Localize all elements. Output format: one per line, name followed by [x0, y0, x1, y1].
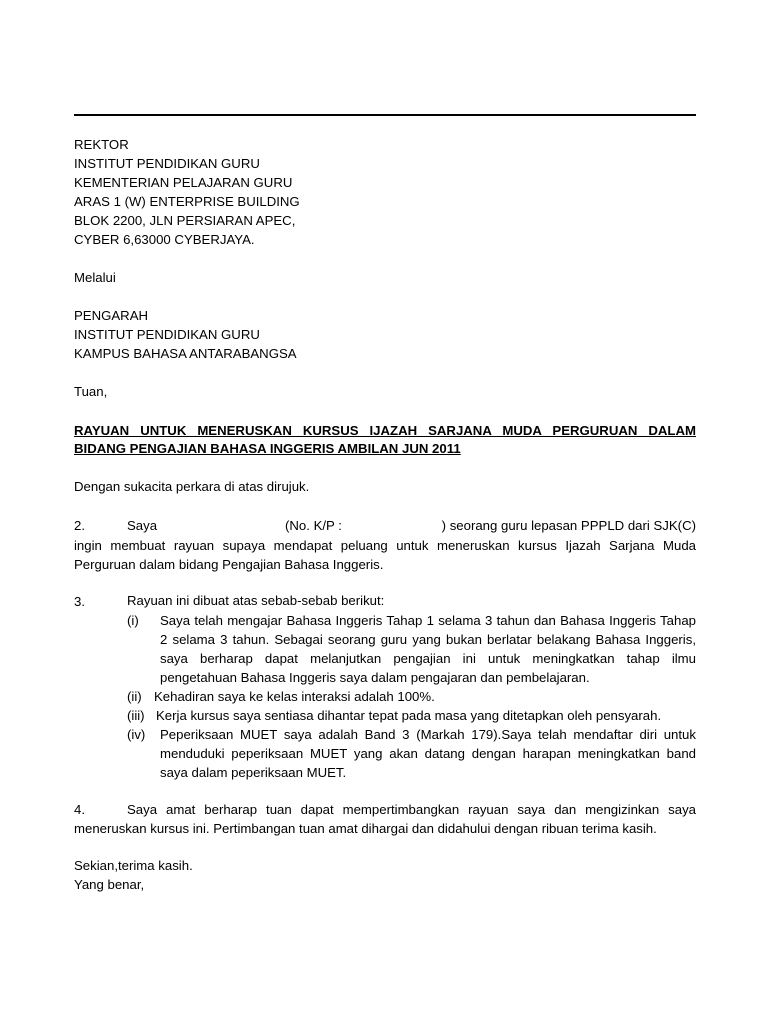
list-item [127, 687, 696, 706]
address2-line-institute: INSTITUT PENDIDIKAN GURU [74, 327, 260, 342]
list-item [127, 611, 696, 687]
subject-line-1: RAYUAN UNTUK MENERUSKAN KURSUS IJAZAH SARJANA MUDA PERGURUAN DALAM [74, 423, 696, 438]
address-line-rektor: REKTOR [74, 137, 129, 152]
list-item-text: Peperiksaan MUET saya adalah Band 3 (Markah 179).Saya telah mendaftar diri untuk menduduki peperiksaan MUET yang akan datang dengan harapan meningkatkan band saya dalam peperiksaan MUET. [160, 727, 696, 780]
address-line-ministry: KEMENTERIAN PELAJARAN GURU [74, 175, 293, 190]
list-item-text: Kerja kursus saya sentiasa dihantar tepat pada masa yang ditetapkan oleh pensyarah. [156, 708, 662, 723]
paragraph-4-number: 4. [74, 802, 85, 817]
paragraph-4-body: Saya amat berharap tuan dapat mempertimbangkan rayuan saya dan mengizinkan saya meneruskan kursus ini. Pertimbangan tuan amat dihargai dan didahului dengan ribuan terima kasih. [74, 802, 696, 836]
list-item-text: Saya telah mengajar Bahasa Inggeris Tahap 1 selama 3 tahun dan Bahasa Inggeris Tahap 2 selama 3 tahun. Sebagai seorang guru yang bukan berlatar belakang Bahasa Inggeris, saya berharap dapat melanjutkan pengajian ini untuk meningkatkan tahap ilmu pengetahuan Bahasa Inggeris saya dalam pengajaran dan pembelajaran. [160, 613, 696, 685]
list-item [127, 706, 696, 725]
list-item-text: Kehadiran saya ke kelas interaksi adalah 100%. [154, 689, 435, 704]
address-line-institute: INSTITUT PENDIDIKAN GURU [74, 156, 260, 171]
address-line-street: BLOK 2200, JLN PERSIARAN APEC, [74, 213, 296, 228]
paragraph-2-body: ingin membuat rayuan supaya mendapat peluang untuk meneruskan kursus Ijazah Sarjana Muda Perguruan dalam bidang Pengajian Bahasa Inggeris. [74, 537, 696, 572]
paragraph-2-ic-label: (No. K/P : [285, 518, 342, 533]
list-item-marker: (iv) [127, 727, 146, 742]
paragraph-2-tail: ) seorang guru lepasan PPPLD dari SJK(C) [441, 518, 696, 533]
address-line-city: CYBER 6,63000 CYBERJAYA. [74, 232, 255, 247]
header-rule [74, 114, 696, 116]
paragraph-2-number: 2. [74, 518, 85, 533]
closing-thanks: Sekian,terima kasih. [74, 858, 193, 873]
via-label: Melalui [74, 270, 116, 285]
address2-line-campus: KAMPUS BAHASA ANTARABANGSA [74, 346, 297, 361]
list-item-marker: (ii) [127, 689, 142, 704]
paragraph-3-intro: Rayuan ini dibuat atas sebab-sebab berikut: [127, 593, 385, 608]
subject-line-2: BIDANG PENGAJIAN BAHASA INGGERIS AMBILAN JUN 2011 [74, 441, 461, 456]
address-line-building: ARAS 1 (W) ENTERPRISE BUILDING [74, 194, 300, 209]
closing-signoff: Yang benar, [74, 877, 145, 892]
reason-list [127, 611, 696, 782]
paragraph-2-saya: Saya [127, 518, 158, 533]
paragraph-3-number: 3. [74, 594, 85, 609]
paragraph-2 [74, 516, 696, 574]
list-item-marker: (iii) [127, 708, 145, 723]
address2-line-director: PENGARAH [74, 308, 149, 323]
paragraph-1: Dengan sukacita perkara di atas dirujuk. [74, 479, 310, 494]
list-item [127, 725, 696, 782]
salutation: Tuan, [74, 384, 108, 399]
list-item-marker: (i) [127, 613, 139, 628]
